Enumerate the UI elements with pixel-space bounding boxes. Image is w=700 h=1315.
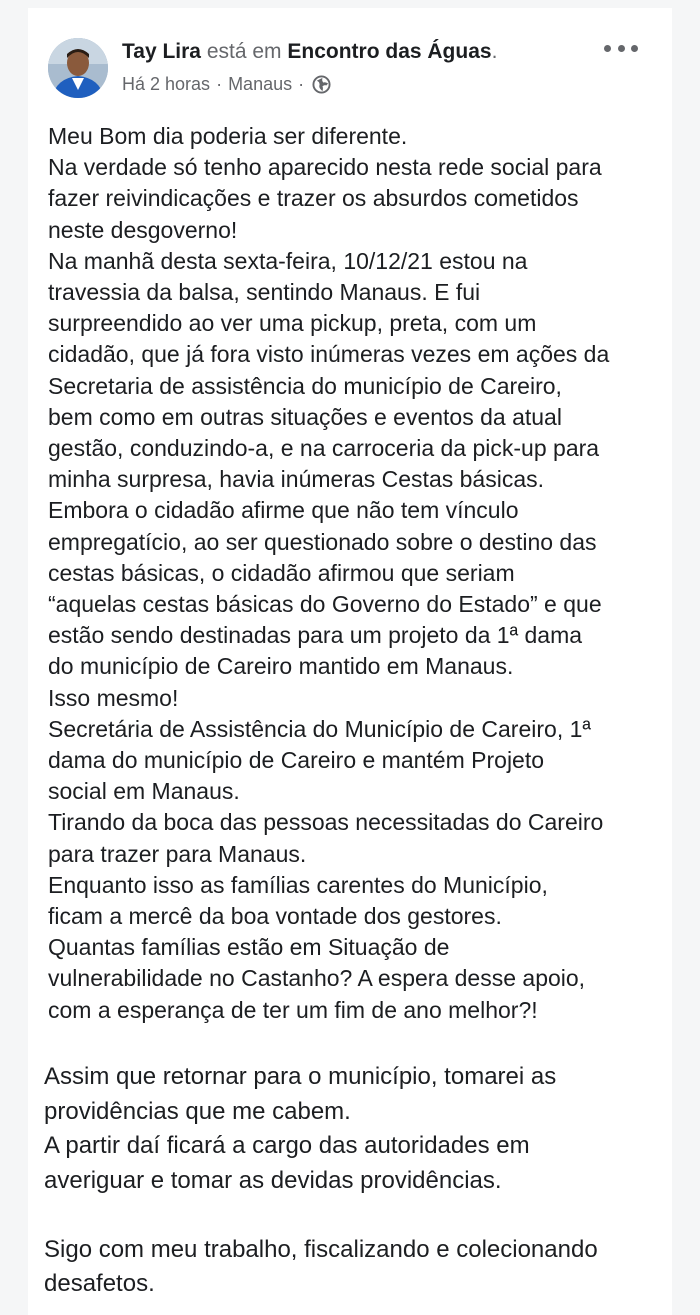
post-text-line: desafetos.: [44, 1270, 155, 1297]
post-text-line: empregatício, ao ser questionado sobre o destino das: [48, 528, 597, 555]
post-text-line: “aquelas cestas básicas do Governo do Estado” e que: [48, 591, 602, 618]
post-header: [122, 38, 497, 66]
post-text-line: Meu Bom dia poderia ser diferente.: [48, 123, 408, 149]
post-text-line: com a esperança de ter um fim de ano melhor?!: [48, 996, 538, 1023]
post-text-line: Quantas famílias estão em Situação de: [48, 934, 450, 961]
post-text-line: Na manhã desta sexta-feira, 10/12/21 estou na: [48, 247, 528, 274]
meta-separator: ·: [216, 74, 223, 94]
post-text-line: travessia da balsa, sentindo Manaus. E fui: [48, 279, 481, 306]
post-text-line: Secretaria de assistência do município de Careiro,: [48, 372, 562, 399]
dot: [604, 45, 611, 52]
post-body-closing: [44, 1060, 674, 1302]
post-text-line: minha surpresa, havia inúmeras Cestas básicas.: [48, 466, 545, 493]
post-text-line: averiguar e tomar as devidas providências.: [44, 1166, 502, 1194]
post-text-line: fazer reivindicações e trazer os absurdos cometidos: [48, 185, 579, 212]
avatar-photo: [48, 38, 108, 98]
post-text-line: vulnerabilidade no Castanho? A espera desse apoio,: [48, 965, 586, 992]
post-text-line: providências que me cabem.: [44, 1097, 351, 1125]
avatar[interactable]: [48, 38, 108, 98]
post-text-line: neste desgoverno!: [48, 216, 238, 243]
post-text-line: Enquanto isso as famílias carentes do Município,: [48, 871, 548, 898]
post-text-line: cidadão, que já fora visto inúmeras vezes em ações da: [48, 341, 610, 368]
header-period: .: [491, 40, 498, 63]
post-time[interactable]: Há 2 horas: [122, 74, 211, 94]
post-text-line: surpreendido ao ver uma pickup, preta, com um: [48, 310, 537, 337]
post-text-line: Na verdade só tenho aparecido nesta rede social para: [48, 154, 602, 181]
post-text-line: Embora o cidadão afirme que não tem vínculo: [48, 497, 519, 524]
post-text-line: cestas básicas, o cidadão afirmou que seriam: [48, 559, 515, 586]
post-text-line: Assim que retornar para o município, tomarei as: [44, 1063, 557, 1090]
dot: [631, 45, 638, 52]
post-text-line: Secretária de Assistência do Município de Careiro, 1ª: [48, 715, 591, 742]
post-text-line: Isso mesmo!: [48, 684, 179, 711]
post-text-line: ficam a mercê da boa vontade dos gestores.: [48, 903, 502, 930]
post-text-line: social em Manaus.: [48, 778, 240, 805]
meta-separator: ·: [298, 74, 305, 94]
post-text-line: dama do município de Careiro e mantém Projeto: [48, 747, 545, 774]
post-text-line: para trazer para Manaus.: [48, 840, 307, 867]
more-options-icon[interactable]: [604, 36, 638, 60]
post-body: [48, 121, 658, 1026]
post-text-line: Sigo com meu trabalho, fiscalizando e colecionando: [44, 1235, 598, 1263]
checkin-location[interactable]: Encontro das Águas: [287, 40, 492, 63]
paragraph-spacer: [44, 1198, 674, 1233]
globe-icon: [312, 75, 331, 94]
author-name[interactable]: Tay Lira: [122, 40, 201, 63]
post-text-line: A partir daí ficará a cargo das autoridades em: [44, 1132, 530, 1159]
post-text-line: Tirando da boca das pessoas necessitadas do Careiro: [48, 809, 604, 836]
dot: [618, 45, 625, 52]
post-text-line: estão sendo destinadas para um projeto da 1ª dama: [48, 622, 583, 649]
post-meta: [122, 71, 331, 97]
post-text-line: gestão, conduzindo-a, e na carroceria da pick-up para: [48, 435, 600, 462]
post-city: Manaus: [228, 74, 293, 94]
post-text-line: do município de Careiro mantido em Manaus.: [48, 653, 514, 680]
checkin-verb: está em: [206, 40, 282, 63]
post-text-line: bem como em outras situações e eventos da atual: [48, 403, 562, 430]
